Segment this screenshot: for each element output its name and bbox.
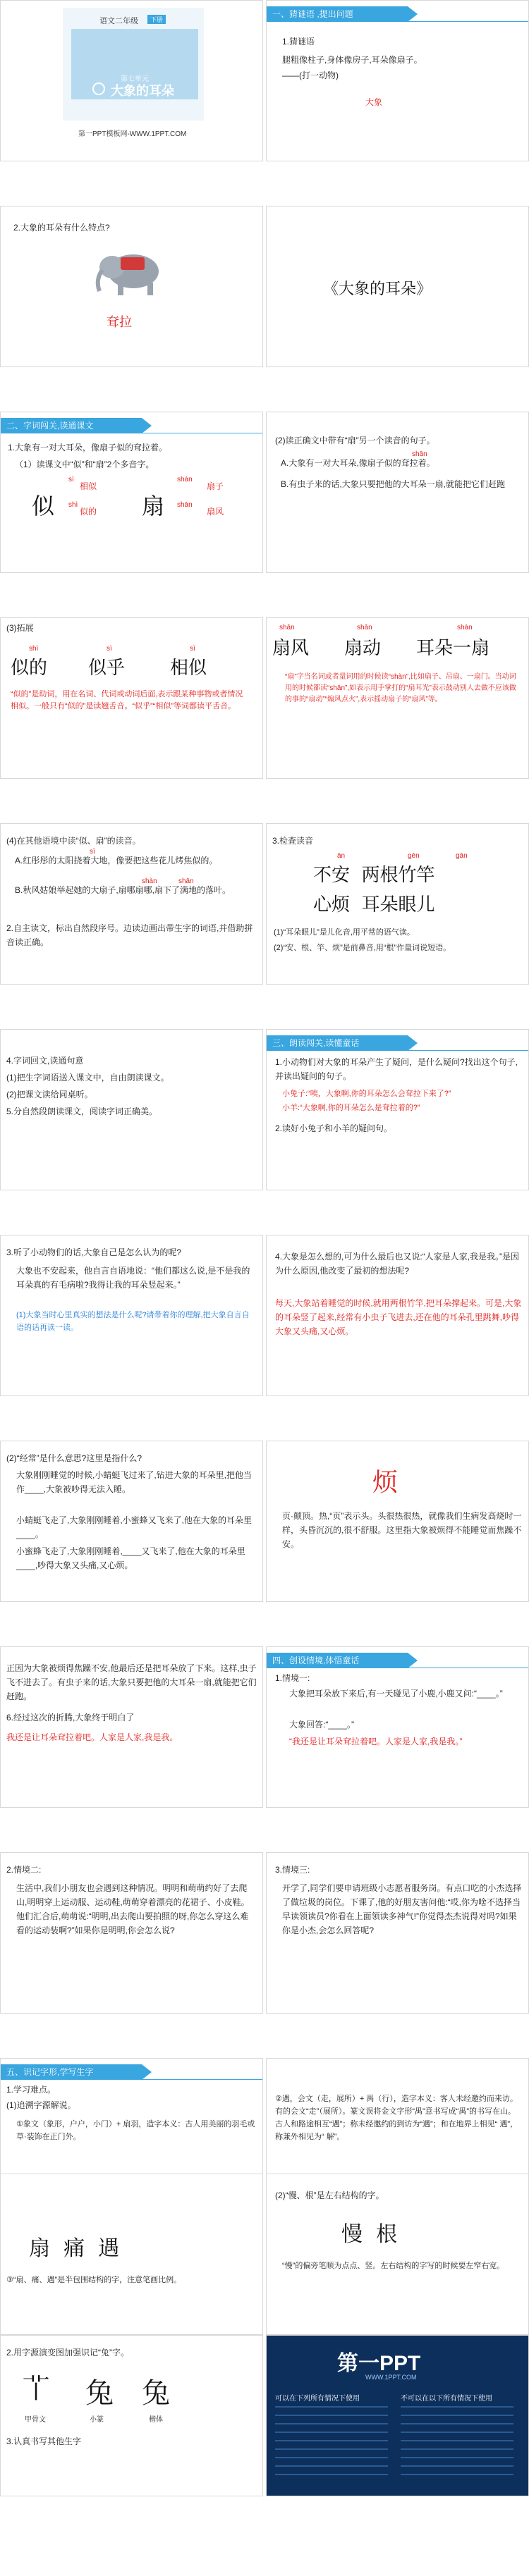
slide-why-change <box>266 1235 529 1396</box>
grade-label: 语文二年级 <box>99 17 138 25</box>
list-allowed <box>275 2406 388 2477</box>
pinyin: shì <box>29 645 39 653</box>
passage: 正因为大象被烦得焦躁不安,他最后还是把耳朵放了下来。这样,虫子飞不进去了。有虫子来的话,大象只要把他的大耳朵一扇,就能把它们赶跑。 <box>6 1663 257 1701</box>
slide-reading-tasks <box>0 1029 263 1190</box>
char-shan: 扇 <box>142 493 165 519</box>
pinyin: shàn <box>142 877 157 885</box>
task: （1）读课文中“似”和“扇”2个多音字。 <box>15 460 154 469</box>
quote-rabbit: 小兔子:“咦，大象啊,你的耳朵怎么会耷拉下来了?” <box>282 1090 451 1098</box>
heading-allowed: 可以在下列所有情况下使用 <box>275 2395 360 2403</box>
sentence: 1.大象有一对大耳朵，像扇子似的耷拉着。 <box>8 443 168 452</box>
word: 似的 <box>80 507 97 517</box>
pinyin: shì <box>68 501 78 509</box>
characters: 慢 根 <box>341 2222 398 2247</box>
passage: 生活中,我们小朋友也会遇到这种情况。明明和萌萌约好了去爬山,明明穿上运动服、运动鞋,萌萌穿着漂亮的花裙子、小皮鞋。他们汇合后,萌萌说:“明明,出去爬山要拍照的呀,你怎么穿这么难看的运动装啊?”如果你是明明,你会怎么说? <box>16 1883 250 1935</box>
words-row-2: 心烦 耳朵眼儿 <box>313 894 435 916</box>
answer: “我还是让耳朵耷拉着吧。人家是人家,我是我。” <box>289 1737 463 1746</box>
word-big: 扇风 <box>272 638 310 659</box>
elephant-icon <box>92 243 170 300</box>
note: “慢”的偏旁笔顺为点点、竖。左右结构的字写的时候要左窄右宽。 <box>282 2262 505 2270</box>
explanation: 页·颠顶。热,“页”表示头。头很热很热，就像我们生病发高烧时一样，头昏沉沉的,很不舒服。这里指大象被烦得不能睡觉而焦躁不安。 <box>282 1511 522 1549</box>
slide-scenario-2 <box>0 1852 263 2014</box>
passage-3: 小蜜蜂飞走了,大象刚刚睡着,____又飞来了,他在大象的耳朵里____,吵得大象又头痛,又心烦。 <box>16 1546 245 1570</box>
scenario-label: 3.情境三: <box>275 1865 310 1875</box>
band-line <box>267 1050 528 1051</box>
riddle-text: 腿粗像柱子,身体像房子,耳朵像扇子。 <box>282 55 422 65</box>
slide-context-reading <box>0 823 263 985</box>
task: (2)读正确文中带有“扇”另一个读音的句子。 <box>275 436 435 445</box>
glyph-seal: 兔 <box>85 2377 114 2410</box>
slide-license <box>266 2335 529 2496</box>
task-2: 2.读好小兔子和小羊的疑问句。 <box>275 1123 393 1133</box>
answer: 我还是让耳朵耷拉着吧。人家是人家,我是我。 <box>6 1732 178 1742</box>
brand-site: WWW.1PPT.COM <box>365 2374 417 2381</box>
word-big: 扇动 <box>344 638 382 659</box>
task: 6.经过这次的折腾,大象终于明白了 <box>6 1713 135 1723</box>
scenario-label: 2.情境二: <box>6 1865 42 1875</box>
pinyin: shān <box>357 624 372 631</box>
task: 4.大象是怎么想的,可为什么最后也又说:“人家是人家,我是我。”是因为什么原因,他改变了最初的想法呢? <box>275 1252 520 1276</box>
slide-riddle <box>266 0 529 161</box>
task: 2.用字源演变图加强识记“兔”字。 <box>6 2348 130 2358</box>
passage: 大象也不安起来，他自言自语地说：“他们都这么说,是不是我的耳朵真的有毛病啦?我得让我的耳朵竖起来。” <box>16 1266 250 1290</box>
passage-1: 大象刚刚睡觉的时候,小蜻蜓飞过来了,钻进大象的耳朵里,把他当作____,大象被吵得无法入睡。 <box>16 1470 253 1494</box>
option-a: A.大象有一对大耳朵,像扇子似的耷拉着。 <box>281 458 435 468</box>
lesson-title: 《大象的耳朵》 <box>323 280 432 297</box>
heading-forbidden: 不可以在以下所有情况下使用 <box>401 2395 492 2403</box>
label: 楷体 <box>149 2416 163 2424</box>
section-band: 一、猜谜语 ,提出问题 <box>267 6 408 22</box>
word: 扇子 <box>207 481 224 491</box>
list-forbidden <box>401 2406 513 2477</box>
slide-rabbit-evolution <box>0 2335 263 2496</box>
explanation: “扇”字当名词或者量词用的时候读“shàn”,比如扇子、吊扇、一扇门。当动词用的时候都读“shān”,如表示用手掌打的“扇耳光”表示鼓动别人去做不应该做的事的“扇动”“煽风点火”,表示摇动扇子的“扇风”等。 <box>285 673 516 703</box>
slide-shan-extension <box>266 617 529 779</box>
word: 相似 <box>80 481 97 491</box>
slide-check-pinyin <box>266 823 529 985</box>
explanation: “似的”是助词，用在名词、代词或动词后面,表示跟某种事物或者情况相似。一般只有“似的”是读翘舌音。“似乎”“相似”等词都读平舌音。 <box>11 690 243 710</box>
pinyin: shān <box>412 450 427 458</box>
section-band: 二、字词闯关,读通课文 <box>1 418 142 433</box>
word-big: 似的 <box>11 658 48 679</box>
note: ③“扇、痛、遇”是半包围结构的字，注意笔画比例。 <box>6 2276 182 2284</box>
pinyin: gēn <box>408 852 420 860</box>
task: 1.学习难点。 <box>6 2085 56 2095</box>
slide-si-extension <box>0 617 263 779</box>
word-big: 似乎 <box>88 658 126 679</box>
passage: 开学了,同学们要申请班级小志愿者服务岗。有点口吃的小杰选择了做垃圾的岗位。下课了,他的好朋友害问他:“哎,你为啥不选择当早读领读员?你看在上面领读多神气!”你觉得杰杰说得对吗?如果你是小杰,会怎么回答呢? <box>282 1883 522 1935</box>
section-band: 四、创设情境,体悟童话 <box>267 1653 408 1668</box>
quote-sheep: 小羊:“大象啊,你的耳朵怎么是耷拉着的?” <box>282 1104 420 1112</box>
slide-fan-character <box>266 1441 529 1602</box>
passage-2: 大象回答:“____。” <box>289 1720 355 1730</box>
section-band: 三、朗读闯关,读懂童话 <box>267 1035 408 1051</box>
cover-title: 大象的耳朵 <box>111 84 174 98</box>
slide-questions <box>266 1029 529 1190</box>
option-a: A.红彤彤的太阳挠着大地，像要把这些花儿烤焦似的。 <box>15 856 218 865</box>
word-big: 相似 <box>170 658 207 679</box>
task-2: 2.自主读文，标出自然段序号。边读边画出带生字的词语,并借助拼音读正确。 <box>6 923 253 947</box>
note-1: (1)“耳朵眼儿”是儿化音,用平常的语气读。 <box>274 928 415 937</box>
riddle-heading: 1.猜谜语 <box>282 37 315 47</box>
pinyin: sì <box>107 645 112 653</box>
band-line <box>1 2079 262 2080</box>
slide-heading: (3)拓展 <box>6 623 34 633</box>
word-big: 耳朵一扇 <box>416 638 490 659</box>
slide-cover <box>0 0 263 161</box>
task: (1)把生字词语送入课文中，自由朗读课文。 <box>6 1073 169 1083</box>
passage-2: 小蜻蜓飞走了,大象刚刚睡着,小蜜蜂又飞来了,他在大象的耳朵里____。 <box>16 1515 253 1539</box>
task: 4.字词回文,读通句意 <box>6 1056 84 1066</box>
pinyin: gān <box>456 852 468 860</box>
pinyin: sì <box>190 645 195 653</box>
word: 扇风 <box>207 507 224 517</box>
riddle-answer: 大象 <box>365 97 383 107</box>
riddle-hint: ——(打一动物) <box>282 70 339 80</box>
passage-1: 大象把耳朵放下来后,有一天碰见了小鹿,小鹿又问:“____。” <box>289 1689 503 1699</box>
scenario-label: 1.情境一: <box>275 1673 310 1683</box>
pinyin: shàn <box>457 624 473 631</box>
cover-credit: 第一PPT模板网-WWW.1PPT.COM <box>78 130 187 138</box>
task-2: 3.认真书写其他生字 <box>6 2436 82 2446</box>
task: (2)“慢、根”是左右结构的字。 <box>275 2190 384 2200</box>
logo-ring-icon <box>92 82 105 95</box>
pinyin: sì <box>68 476 74 483</box>
char-si: 似 <box>32 493 55 519</box>
brand-logo: 第一PPT <box>337 2352 421 2375</box>
slide-scenario-1 <box>266 1646 529 1808</box>
section-band: 五、识记字形,学写生字 <box>1 2064 142 2080</box>
pinyin: ān <box>337 852 346 860</box>
words-row-1: 不安 两根竹竿 <box>313 865 435 886</box>
task: (4)在其他语境中读“似、扇”的读音。 <box>6 836 141 846</box>
slide-left-right <box>266 2174 529 2335</box>
task: (1)追溯字源解说。 <box>6 2100 76 2110</box>
task: 5.分自然段朗读课文，阅读字词正确美。 <box>6 1107 158 1116</box>
slide-title <box>266 206 529 367</box>
hint: (1)大象当时心里真实的想法是什么呢?请带着你的理解,把大象自言自语的话再读一读。 <box>16 1311 250 1332</box>
note-2: (2)“安、根、竿、烦”是前鼻音,用“根”作量词说短语。 <box>274 944 451 952</box>
slide-elephant-thought <box>0 1235 263 1396</box>
task: 1.小动物们对大象的耳朵产生了疑问，是什么疑问?找出这个句子,并读出疑问的句子。 <box>275 1057 518 1081</box>
glyph-oracle: 𦫳 <box>22 2373 50 2405</box>
etymology: ②遇，会文（走，展所）+ 禺（行），造字本义：客人未经邀约而来访。有的会文“走”（展所）。篆文误将金文字形“禺”意书写成“禺”的书写在山。古人和路途相互“遇”；称未经邀约的到访为“遇”；和在地界上相见“ 遇”，称兼外相见为“ 解”。 <box>275 2095 518 2141</box>
glyph-regular: 兔 <box>142 2377 170 2410</box>
option-b: B.秋风姑娘举起她的大扇子,扇哪扇哪,扇下了满地的落叶。 <box>15 885 231 895</box>
character: 烦 <box>372 1468 399 1497</box>
slide-realization <box>0 1646 263 1808</box>
task: 3.听了小动物们的话,大象自己是怎么认为的呢? <box>6 1247 182 1257</box>
slide-often <box>0 1441 263 1602</box>
edition-badge: 下册 <box>147 15 166 24</box>
elephant-question: 2.大象的耳朵有什么特点? <box>13 223 110 233</box>
task: (2)“经常”是什么意思?这里是指什么? <box>6 1453 142 1463</box>
slide-half-enclosed <box>0 2174 263 2335</box>
etymology: ①象文（象形，户户，小门）+ 扇羽，造字本义：古人用美丽的羽毛或草·装饰在正门外。 <box>16 2120 255 2141</box>
pinyin: shān <box>177 501 193 509</box>
unit-label: 第七单元 <box>121 75 149 83</box>
pinyin: sì <box>90 848 95 856</box>
feature-answer: 耷拉 <box>107 315 132 329</box>
option-b: B.有虫子来的话,大象只要把他的大耳朵一扇,就能把它们赶跑 <box>281 479 506 489</box>
characters: 扇 痛 遇 <box>29 2236 120 2261</box>
task: 3.检查读音 <box>272 836 314 846</box>
slide-polyphones <box>0 412 263 573</box>
label: 甲骨文 <box>25 2416 46 2424</box>
pinyin: shān <box>178 877 194 885</box>
task: (2)把课文读给同桌听。 <box>6 1090 93 1099</box>
band-line <box>267 21 528 22</box>
label: 小篆 <box>90 2416 104 2424</box>
pinyin: shān <box>279 624 295 631</box>
pinyin: shàn <box>177 476 193 483</box>
answer-passage: 每天,大象站着睡觉的时候,就用两根竹竿,把耳朵撑起来。可是,大象的耳朵竖了起来,经常有小虫子飞进去,还在他的耳朵孔里跳舞,吵得大象又头痛,又心烦。 <box>275 1298 522 1336</box>
slide-read-shan <box>266 412 529 573</box>
slide-scenario-3 <box>266 1852 529 2014</box>
slide-elephant <box>0 206 263 367</box>
